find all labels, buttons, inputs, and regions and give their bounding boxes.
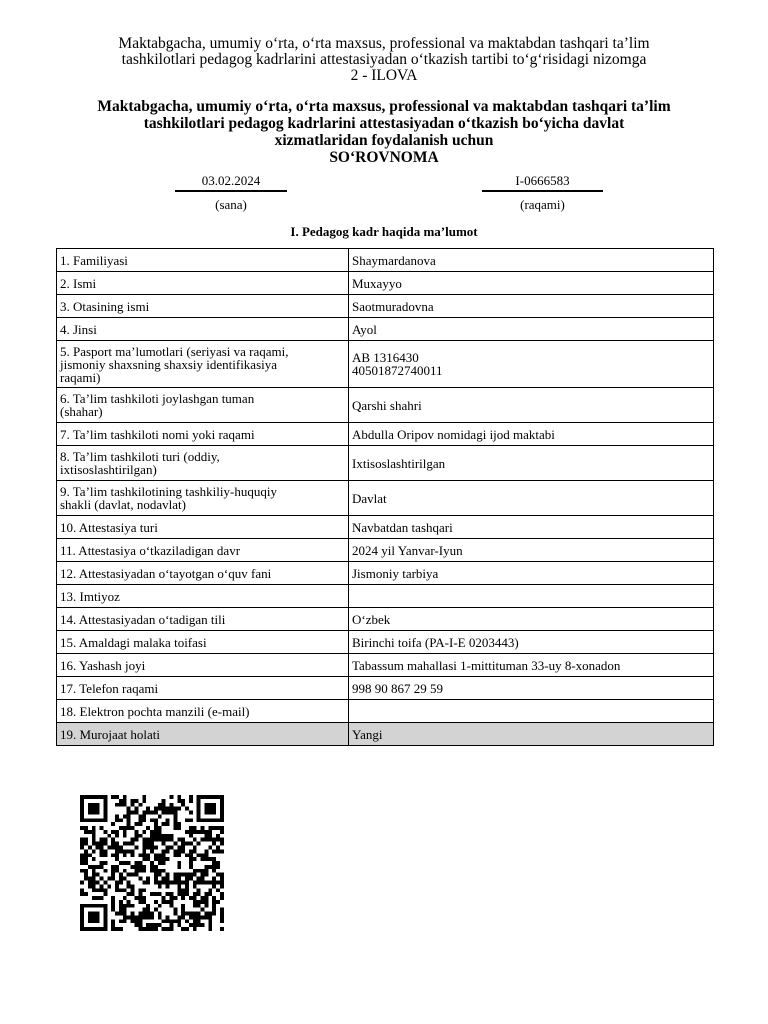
table-row <box>57 585 714 608</box>
row-value <box>349 585 714 608</box>
label-line: 9. Ta’lim tashkilotining tashkiliy-huquqiy <box>60 484 277 499</box>
personal-id: 40501872740011 <box>352 363 443 378</box>
row-value: Abdulla Oripov nomidagi ijod maktabi <box>349 423 714 446</box>
table-row <box>57 608 714 631</box>
number-value: I-0666583 <box>482 173 603 192</box>
table-row <box>57 516 714 539</box>
table-row <box>57 295 714 318</box>
row-label <box>57 388 349 423</box>
row-label: 15. Amaldagi malaka toifasi <box>57 631 349 654</box>
row-value: Saotmuradovna <box>349 295 714 318</box>
row-value: Qarshi shahri <box>349 388 714 423</box>
row-value: Ayol <box>349 318 714 341</box>
row-label: 14. Attestasiyadan o‘tadigan tili <box>57 608 349 631</box>
info-table <box>56 248 714 746</box>
label-line: ixtisoslashtirilgan) <box>60 462 157 477</box>
status-row <box>57 723 714 746</box>
table-row <box>57 446 714 481</box>
row-label: 13. Imtiyoz <box>57 585 349 608</box>
table-row <box>57 562 714 585</box>
row-label <box>57 341 349 388</box>
table-row <box>57 318 714 341</box>
table-row <box>57 423 714 446</box>
row-value: Muxayyo <box>349 272 714 295</box>
date-field <box>175 173 287 212</box>
qr-code <box>80 795 224 931</box>
table-row <box>57 481 714 516</box>
table-row <box>57 700 714 723</box>
row-label: 18. Elektron pochta manzili (e-mail) <box>57 700 349 723</box>
table-row <box>57 272 714 295</box>
table-row <box>57 249 714 272</box>
row-value <box>349 341 714 388</box>
row-value: O‘zbek <box>349 608 714 631</box>
label-line: 8. Ta’lim tashkiloti turi (oddiy, <box>60 449 220 464</box>
label-line: jismoniy shaxsning shaxsiy identifikasiya <box>60 356 278 372</box>
row-label: 2. Ismi <box>57 272 349 295</box>
row-label: 12. Attestasiyadan o‘tayotgan o‘quv fani <box>57 562 349 585</box>
table-row <box>57 654 714 677</box>
title-line: xizmatlaridan foydalanish uchun <box>274 132 494 149</box>
row-label: 17. Telefon raqami <box>57 677 349 700</box>
number-caption: (raqami) <box>520 197 565 212</box>
table-row <box>57 677 714 700</box>
row-value: Navbatdan tashqari <box>349 516 714 539</box>
row-value <box>349 700 714 723</box>
row-label: 10. Attestasiya turi <box>57 516 349 539</box>
row-label <box>57 481 349 516</box>
row-label: 11. Attestasiya o‘tkaziladigan davr <box>57 539 349 562</box>
document-title <box>40 98 728 166</box>
row-value: 998 90 867 29 59 <box>349 677 714 700</box>
row-value: Ixtisoslashtirilgan <box>349 446 714 481</box>
table-row <box>57 341 714 388</box>
status-value: Yangi <box>349 723 714 746</box>
date-value: 03.02.2024 <box>175 173 287 192</box>
row-value: Tabassum mahallasi 1-mittituman 33-uy 8-xonadon <box>349 654 714 677</box>
label-line: (shahar) <box>60 404 103 419</box>
row-value: Birinchi toifa (PA-I-E 0203443) <box>349 631 714 654</box>
label-line: 5. Pasport ma’lumotlari (seriyasi va raqami, <box>60 343 289 359</box>
label-line: raqami) <box>60 369 101 385</box>
intro-line: Maktabgacha, umumiy o‘rta, o‘rta maxsus, professional va maktabdan tashqari ta’lim <box>118 35 650 52</box>
row-value: Davlat <box>349 481 714 516</box>
row-label <box>57 446 349 481</box>
table-row <box>57 631 714 654</box>
row-label: 7. Ta’lim tashkiloti nomi yoki raqami <box>57 423 349 446</box>
table-row <box>57 388 714 423</box>
date-caption: (sana) <box>215 197 247 212</box>
intro-block <box>40 36 728 84</box>
table-row <box>57 539 714 562</box>
title-line: tashkilotlari pedagog kadrlarini attestasiyadan o‘tkazish bo‘yicha davlat <box>143 115 625 132</box>
row-label: 3. Otasining ismi <box>57 295 349 318</box>
label-line: 6. Ta’lim tashkiloti joylashgan tuman <box>60 391 255 406</box>
row-value: Shaymardanova <box>349 249 714 272</box>
row-label: 16. Yashash joyi <box>57 654 349 677</box>
section-title: I. Pedagog kadr haqida ma’lumot <box>290 224 478 239</box>
label-line: shakli (davlat, nodavlat) <box>60 497 186 512</box>
row-label: 4. Jinsi <box>57 318 349 341</box>
appendix-label: 2 - ILOVA <box>350 67 418 84</box>
intro-line: tashkilotlari pedagog kadrlarini attestasiyadan o‘tkazish tartibi to‘g‘risidagi nizomga <box>121 51 647 68</box>
title-line-main: SO‘ROVNOMA <box>329 149 439 166</box>
passport-series: AB 1316430 <box>352 350 419 365</box>
row-value: 2024 yil Yanvar-Iyun <box>349 539 714 562</box>
number-field <box>482 173 603 212</box>
row-value: Jismoniy tarbiya <box>349 562 714 585</box>
title-line: Maktabgacha, umumiy o‘rta, o‘rta maxsus, professional va maktabdan tashqari ta’lim <box>97 98 671 115</box>
row-label: 1. Familiyasi <box>57 249 349 272</box>
row-label: 19. Murojaat holati <box>57 723 349 746</box>
